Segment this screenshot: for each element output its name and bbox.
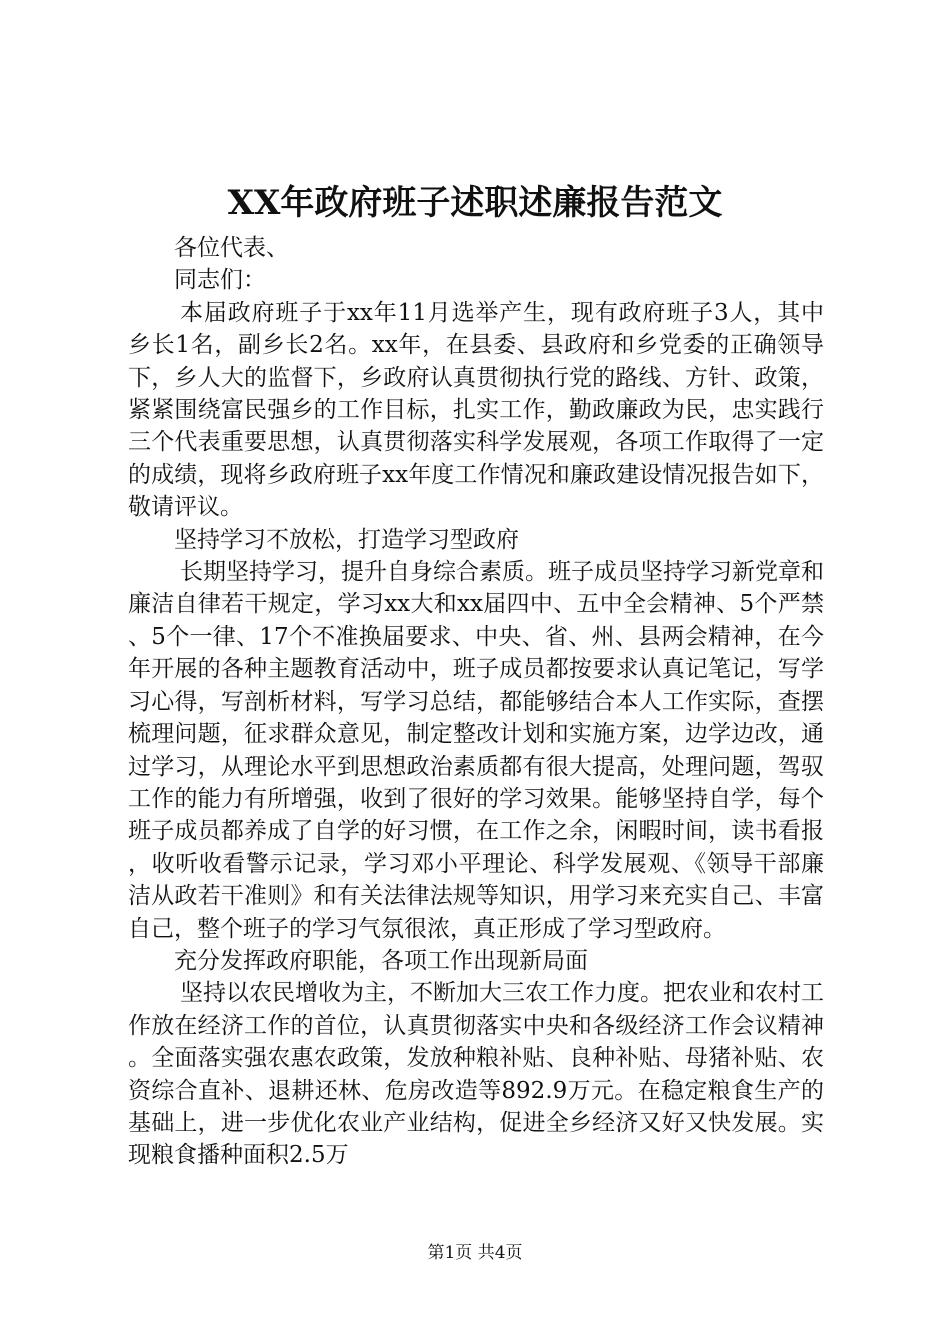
document-body bbox=[128, 232, 824, 1172]
paragraph-study: 长期坚持学习，提升自身综合素质。班子成员坚持学习新党章和廉洁自律若干规定，学习xx大和xx届四中、五中全会精神、5个严禁、5个一律、17个不准换届要求、中央、省、州、县两会精神，在今年开展的各种主题教育活动中，班子成员都按要求认真记笔记，写学习心得，写剖析材料，写学习总结，都能够结合本人工作实际，查摆梳理问题，征求群众意见，制定整改计划和实施方案，边学边改，通过学习，从理论水平到思想政治素质都有很大提高，处理问题，驾驭工作的能力有所增强，收到了很好的学习效果。能够坚持自学，每个班子成员都养成了自学的好习惯，在工作之余，闲暇时间，读书看报，收听收看警示记录，学习邓小平理论、科学发展观、《领导干部廉洁从政若干准则》和有关法律法规等知识，用学习来充实自己、丰富自己，整个班子的学习气氛很浓，真正形成了学习型政府。 bbox=[128, 559, 824, 942]
document-title: XX年政府班子述职述廉报告范文 bbox=[227, 183, 723, 223]
salutation-representatives: 各位代表、 bbox=[174, 235, 289, 261]
salutation-comrades: 同志们： bbox=[174, 267, 266, 294]
paragraph-agriculture: 坚持以农民增收为主，不断加大三农工作力度。把农业和农村工作放在经济工作的首位，认真贯彻落实中央和各级经济工作会议精神。全面落实强农惠农政策，发放种粮补贴、良种补贴、母猪补贴、农资综合直补、退耕还林、危房改造等892.9万元。在稳定粮食生产的基础上，进一步优化农业产业结构，促进全乡经济又好又快发展。实现粮食播种面积2.5万 bbox=[128, 980, 824, 1169]
section-heading-study: 坚持学习不放松，打造学习型政府 bbox=[174, 526, 519, 553]
section-heading-functions: 充分发挥政府职能，各项工作出现新局面 bbox=[174, 947, 588, 974]
paragraph-intro: 本届政府班子于xx年11月选举产生，现有政府班子3人，其中乡长1名，副乡长2名。xx年，在县委、县政府和乡党委的正确领导下，乡人大的监督下，乡政府认真贯彻执行党的路线、方针、政策，紧紧围绕富民强乡的工作目标，扎实工作，勤政廉政为民，忠实践行三个代表重要思想，认真贯彻落实科学发展观，各项工作取得了一定的成绩，现将乡政府班子xx年度工作情况和廉政建设情况报告如下，敬请评议。 bbox=[128, 299, 824, 521]
page-number-footer: 第1页 共4页 bbox=[427, 1243, 523, 1263]
